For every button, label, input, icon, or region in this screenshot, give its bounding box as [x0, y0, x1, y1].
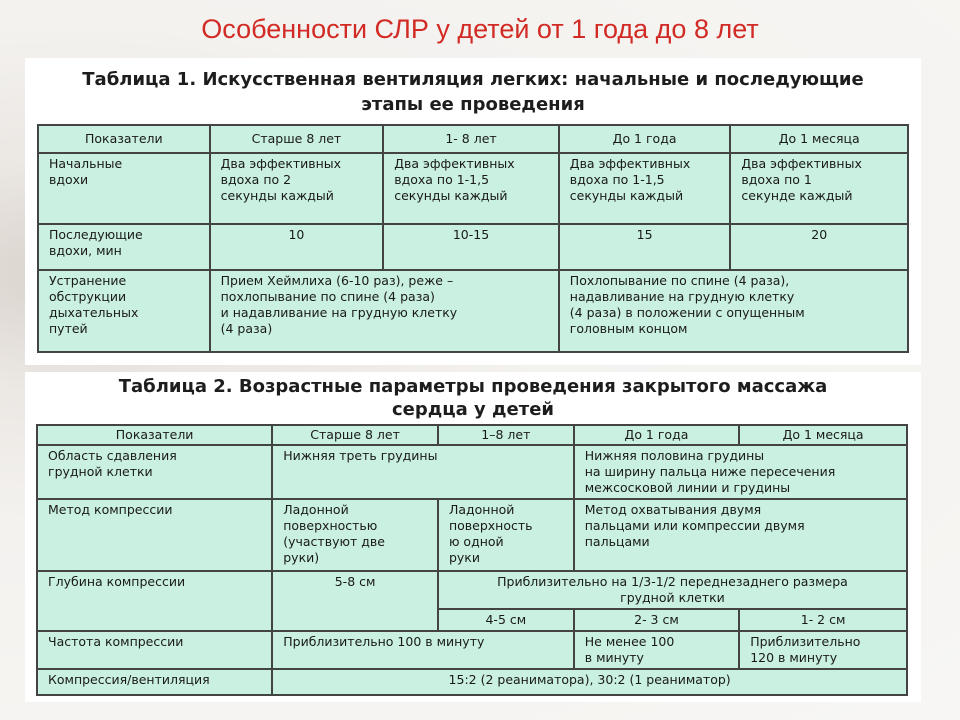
table2-header-cell: Показатели	[37, 425, 272, 445]
table2-row-rate	[37, 631, 907, 669]
table1-row-obstruction	[38, 270, 908, 352]
table-cell: 15:2 (2 реаниматора), 30:2 (1 реаниматор)	[272, 669, 907, 695]
table-cell: Метод охватывания двумя пальцами или компрессии двумя пальцами	[574, 499, 907, 571]
row-label: Компрессия/вентиляция	[37, 669, 272, 695]
table-cell: 4-5 см	[438, 609, 574, 631]
table1-header-cell: 1- 8 лет	[383, 125, 559, 153]
table-cell: 1- 2 см	[739, 609, 907, 631]
table-cell: 2- 3 см	[574, 609, 739, 631]
table-cell: Два эффективных вдоха по 1 секунде каждый	[730, 153, 908, 224]
table2-header-cell: 1–8 лет	[438, 425, 574, 445]
table1-row-initial	[38, 153, 908, 224]
table-cell: Нижняя треть грудины	[272, 445, 574, 499]
table-cell: Приблизительно 120 в минуту	[739, 631, 907, 669]
table-cell: 10	[210, 224, 384, 270]
table1-title-line1: Таблица 1. Искусственная вентиляция легких: начальные и последующие	[82, 69, 864, 90]
slide-title: Особенности СЛР у детей от 1 года до 8 лет	[201, 14, 759, 44]
table-cell: 15	[559, 224, 731, 270]
table-cell: Нижняя половина грудины на ширину пальца ниже пересечения межсосковой линии и грудины	[574, 445, 907, 499]
row-label: Последующие вдохи, мин	[38, 224, 210, 270]
table1-row-subsequent	[38, 224, 908, 270]
table2-row-depth	[37, 571, 907, 609]
table-cell: Приблизительно 100 в минуту	[272, 631, 574, 669]
table2-title-line2: сердца у детей	[391, 399, 555, 420]
table1-header-cell: Показатели	[38, 125, 210, 153]
table-cell: Приблизительно на 1/3-1/2 переднезаднего размера грудной клетки	[438, 571, 907, 609]
table2-header-cell: Старше 8 лет	[272, 425, 438, 445]
table-cell: Ладонной поверхность ю одной руки	[438, 499, 574, 571]
row-label: Глубина компрессии	[37, 571, 272, 631]
table-cell: 10-15	[383, 224, 559, 270]
table-cell: Похлопывание по спине (4 раза), надавливание на грудную клетку (4 раза) в положении с опущенным головным концом	[559, 270, 908, 352]
table1-header-row	[38, 125, 908, 153]
table1-header-cell: Старше 8 лет	[210, 125, 384, 153]
table2-panel	[25, 372, 921, 702]
table2-title	[25, 372, 921, 421]
table-cell: 5-8 см	[272, 571, 438, 631]
table2-row-ratio	[37, 669, 907, 695]
row-label: Область сдавления грудной клетки	[37, 445, 272, 499]
table-cell: Два эффективных вдоха по 1-1,5 секунды каждый	[383, 153, 559, 224]
table2-title-line1: Таблица 2. Возрастные параметры проведения закрытого массажа	[118, 376, 828, 397]
table1-header-cell: До 1 месяца	[730, 125, 908, 153]
table2-header-row	[37, 425, 907, 445]
table1-title-line2: этапы ее проведения	[361, 94, 585, 115]
table1-title	[25, 58, 921, 117]
table2-row-method	[37, 499, 907, 571]
table2	[36, 424, 908, 696]
table-cell: Прием Хеймлиха (6-10 раз), реже – похлопывание по спине (4 раза) и надавливание на грудную клетку (4 раза)	[210, 270, 559, 352]
table1-header-cell: До 1 года	[559, 125, 731, 153]
table-cell: Не менее 100 в минуту	[574, 631, 739, 669]
table1	[37, 124, 909, 353]
table2-row-area	[37, 445, 907, 499]
table2-header-cell: До 1 месяца	[739, 425, 907, 445]
table-cell: Два эффективных вдоха по 2 секунды каждый	[210, 153, 384, 224]
table2-header-cell: До 1 года	[574, 425, 739, 445]
table1-panel	[25, 58, 921, 365]
row-label: Метод компрессии	[37, 499, 272, 571]
table-cell: Ладонной поверхностью (участвуют две руки)	[272, 499, 438, 571]
row-label: Начальные вдохи	[38, 153, 210, 224]
table-cell: Два эффективных вдоха по 1-1,5 секунды каждый	[559, 153, 731, 224]
row-label: Устранение обструкции дыхательных путей	[38, 270, 210, 352]
row-label: Частота компрессии	[37, 631, 272, 669]
table-cell: 20	[730, 224, 908, 270]
